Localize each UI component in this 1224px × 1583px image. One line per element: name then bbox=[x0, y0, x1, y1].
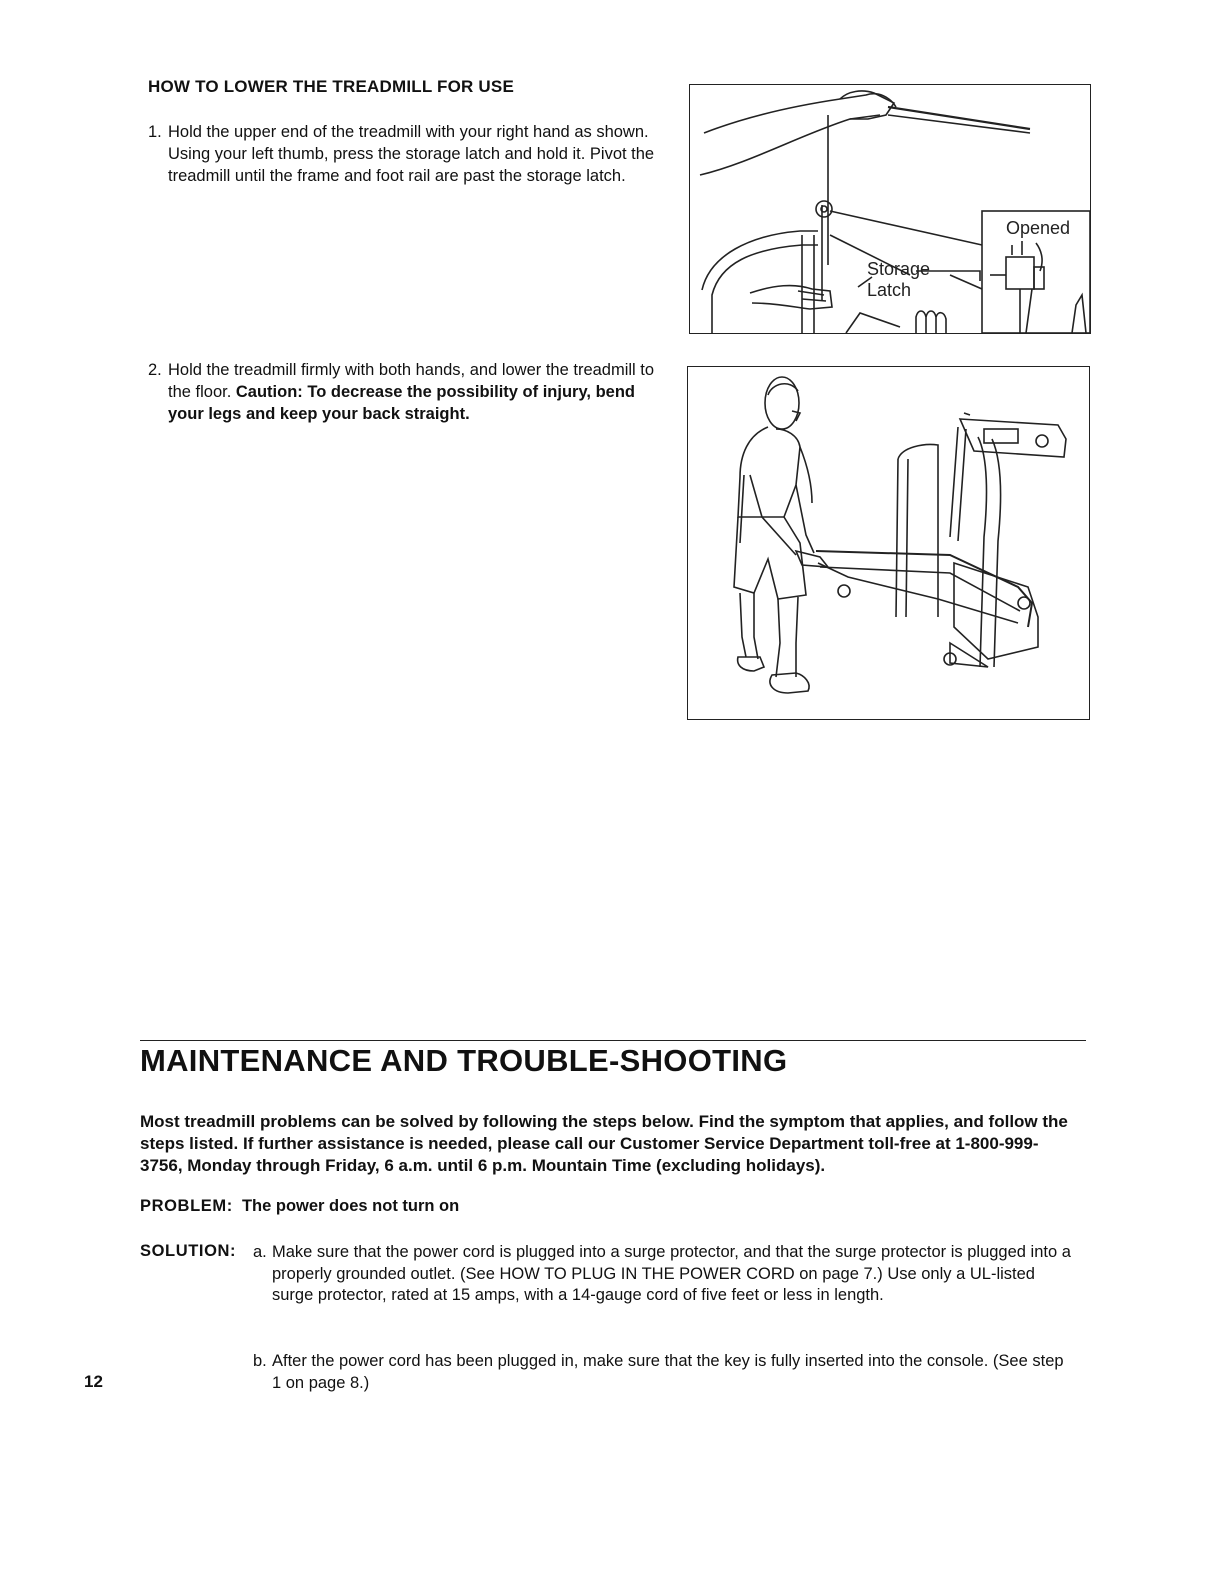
solution-item bbox=[253, 1242, 1073, 1307]
page-title: MAINTENANCE AND TROUBLE-SHOOTING bbox=[140, 1043, 788, 1078]
step-number: 2. bbox=[148, 361, 162, 379]
intro-paragraph: Most treadmill problems can be solved by following the steps below. Find the symptom that applies, and follow the steps listed. If further assistance is needed, please call our Customer Service Department toll-free at 1-800-999-3756, Monday through Friday, 6 a.m. until 6 p.m. Mountain Time (excluding holidays). bbox=[140, 1112, 1068, 1175]
storage-label: Storage bbox=[867, 259, 931, 279]
solution-item bbox=[253, 1351, 1073, 1394]
solution-text: Make sure that the power cord is plugged into a surge protector, and that the surge protector is plugged into a properly grounded outlet. (See HOW TO PLUG IN THE POWER CORD on page 7.) Use only a UL-listed surge protector, rated at 15 amps, with a 14-gauge cord of five feet or less in length. bbox=[272, 1243, 1071, 1304]
latch-label: Latch bbox=[867, 280, 912, 300]
solution-label: SOLUTION: bbox=[140, 1242, 237, 1260]
problem-line bbox=[140, 1197, 459, 1216]
step-text: Hold the treadmill firmly with both hands, and lower the treadmill to the floor. bbox=[168, 361, 655, 401]
person-lowering-treadmill-illustration bbox=[688, 367, 1089, 719]
step-number: 1. bbox=[148, 123, 162, 141]
opened-label: Opened bbox=[1006, 218, 1071, 238]
caution-text: Caution: To decrease the possibility of injury, bend your legs and keep your back straight. bbox=[168, 383, 635, 423]
step-1 bbox=[148, 121, 658, 187]
solution-marker: b. bbox=[253, 1352, 267, 1370]
solution-text: After the power cord has been plugged in, make sure that the key is fully inserted into the console. (See step 1 on page 8.) bbox=[272, 1352, 1064, 1392]
problem-label: PROBLEM: bbox=[140, 1197, 233, 1215]
storage-latch-figure bbox=[689, 84, 1091, 334]
page-number: 12 bbox=[84, 1372, 103, 1391]
lowering-treadmill-figure bbox=[687, 366, 1090, 720]
solution-marker: a. bbox=[253, 1243, 267, 1261]
step-body bbox=[168, 359, 658, 425]
section-heading: HOW TO LOWER THE TREADMILL FOR USE bbox=[148, 77, 514, 96]
section-divider bbox=[140, 1040, 1086, 1041]
step-2 bbox=[148, 359, 658, 425]
step-text: Hold the upper end of the treadmill with your right hand as shown. Using your left thumb, press the storage latch and hold it. Pivot the treadmill until the frame and foot rail are past the storage latch. bbox=[168, 123, 655, 185]
problem-text: The power does not turn on bbox=[241, 1197, 460, 1215]
